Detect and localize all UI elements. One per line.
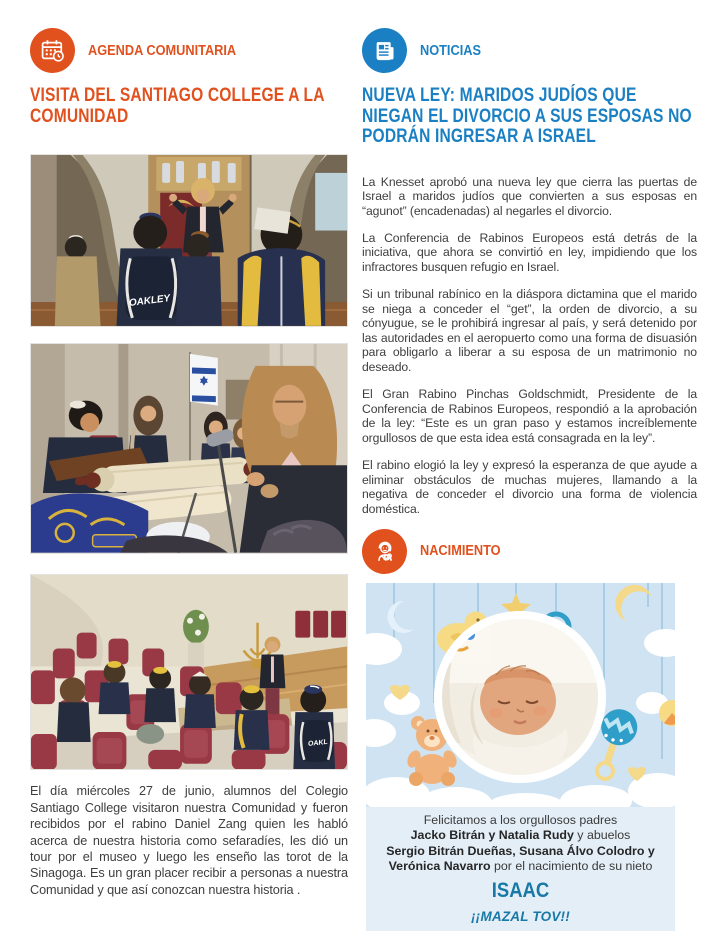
left-column bbox=[30, 28, 348, 911]
agenda-article-paragraph: El día miércoles 27 de junio, alumnos del Colegio Santiago College visitaron nuestra Comunidad y fueron recibidos por el rabino Daniel Zang quien les habló acerca de nuestra historia como sefaradíes, les dió un tour por el museo y luego les enseño las torot de la Sinagoga. Es un gran placer recibir a personas a nuestra Comunidad y que así conozcan nuestra historia . bbox=[30, 784, 348, 897]
mother-and-baby-icon bbox=[362, 529, 407, 574]
svg-text:OAKLEY: OAKLEY bbox=[128, 293, 171, 310]
birth-grandparents-line: Sergio Bitrán Dueñas, Susana Álvo Colodro y Verónica Navarro por el nacimiento de su nieto bbox=[386, 843, 655, 874]
news-article-body bbox=[362, 175, 697, 517]
birth-parents-line: Jacko Bitrán y Natalia Rudy y abuelos bbox=[410, 828, 631, 843]
agenda-article-title: VISITA DEL SANTIAGO COLLEGE A LA COMUNIDAD bbox=[30, 85, 325, 127]
birth-section-label: NACIMIENTO bbox=[420, 543, 501, 560]
news-paragraph: El Gran Rabino Pinchas Goldschmidt, Presidente de la Conferencia de Rabinos Europeos, respondió a la aprobación de la ley: “Este es un gran paso y estamos increíblemente orgullosos de que esta idea está consagrada en la ley”. bbox=[362, 387, 697, 445]
news-paragraph: Si un tribunal rabínico en la diáspora dictamina que el marido se niega a conceder el “get”, la orden de divorcio, a su cónyugue, se le prohibirá ingresar al país, y será detenido por las autoridades en el aeropuerto como una forma de disuasión para obligarlo a liberar a su esposa de un matrimonio no deseado. bbox=[362, 287, 697, 375]
news-paragraph: La Knesset aprobó una nueva ley que cierra las puertas de Israel a maridos judíos que convierten a sus esposas en “agunot” (encadenadas) al negarles el divorcio. bbox=[362, 174, 697, 218]
svg-text:OAKL: OAKL bbox=[307, 738, 329, 748]
baby-illustration bbox=[366, 583, 675, 807]
news-article-title: NUEVA LEY: MARIDOS JUDÍOS QUE NIEGAN EL DIVORCIO A SUS ESPOSAS NO PODRÁN INGRESAR A ISRAEL bbox=[362, 85, 692, 147]
news-paragraph: El rabino elogió la ley y expresó la esperanza de que ayude a eliminar obstáculos de muchas mujeres, llamando a la negativa de conceder el divorcio una forma de violencia doméstica. bbox=[362, 458, 697, 516]
photo-torah-scrolls bbox=[30, 343, 348, 554]
baby-photo bbox=[366, 583, 675, 807]
calendar-clock-icon bbox=[30, 28, 75, 73]
agenda-section-header bbox=[30, 28, 348, 73]
newspaper-icon bbox=[362, 28, 407, 73]
news-section-header bbox=[362, 28, 697, 73]
news-section-label: NOTICIAS bbox=[420, 42, 481, 59]
news-paragraph: La Conferencia de Rabinos Europeos está detrás de la iniciativa, que ahora se convirtió en ley, impidiendo que los infractores busquen refugio en Israel. bbox=[362, 230, 697, 274]
photo-synagogue-tour bbox=[30, 154, 348, 327]
photo-synagogue-tour-image bbox=[31, 155, 347, 326]
birth-card-text bbox=[366, 807, 675, 932]
baby-name: ISAAC bbox=[491, 878, 550, 902]
birth-announcement-card bbox=[366, 583, 675, 932]
agenda-section-label: AGENDA COMUNITARIA bbox=[88, 42, 237, 59]
birth-section-header bbox=[362, 529, 697, 574]
right-column bbox=[362, 28, 697, 931]
photo-sanctuary-talk bbox=[30, 574, 348, 771]
mazal-tov-text: ¡¡MAZAL TOV!! bbox=[471, 908, 570, 924]
photo-torah-scrolls-image bbox=[31, 344, 347, 553]
photo-sanctuary-talk-image bbox=[31, 575, 347, 770]
birth-intro-line: Felicitamos a los orgullosos padres bbox=[423, 812, 618, 827]
